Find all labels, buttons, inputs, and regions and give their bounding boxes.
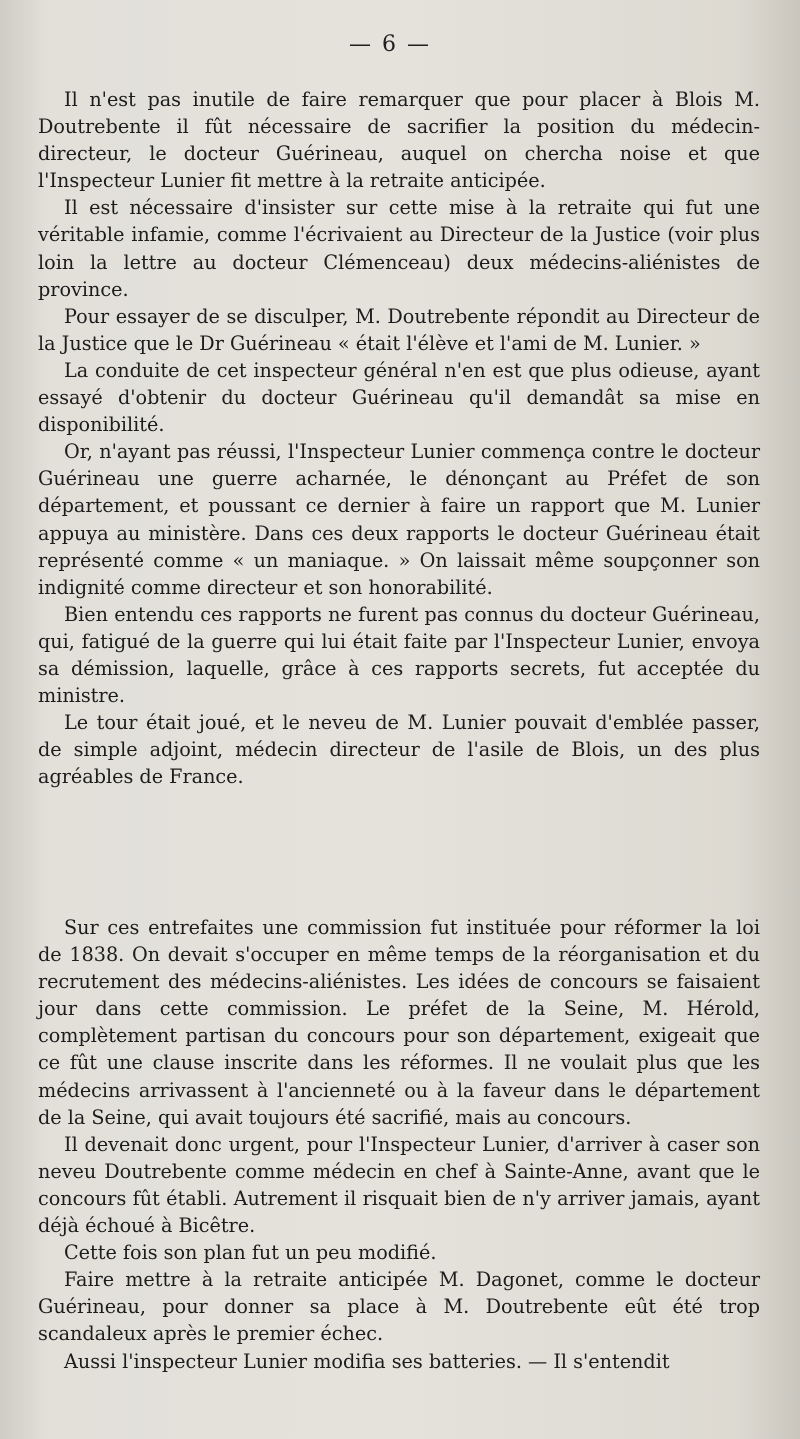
page-number: — 6 — <box>349 32 431 57</box>
paragraph: Il devenait donc urgent, pour l'Inspecteur Lunier, d'arriver à caser son neveu Doutrebente comme médecin en chef à Sainte-Anne, avant que le concours fût établi. Autrement il risquait bien de n'y arriver jamais, ayant déjà échoué à Bicêtre. <box>38 1132 760 1238</box>
paragraph: Cette fois son plan fut un peu modifié. <box>64 1241 437 1265</box>
paragraph: Sur ces entrefaites une commission fut instituée pour réformer la loi de 1838. On devait s'occuper en même temps de la réorganisation et du recrutement des médecins-aliénistes. Les idées de concours se faisaient jour dans cette commission. Le préfet de la Seine, M. Hérold, complètement partisan du concours pour son département, exigeait que ce fût une clause inscrite dans les réformes. Il ne voulait plus que les médecins arrivassent à l'ancienneté ou à la faveur dans le département de la Seine, qui avait toujours été sacrifié, mais au concours. <box>38 916 760 1129</box>
paragraph: La conduite de cet inspecteur général n'en est que plus odieuse, ayant essayé d'obtenir du docteur Guérineau qu'il demandât sa mise en disponibilité. <box>38 358 760 437</box>
text-section-2 <box>38 914 760 1375</box>
paragraph: Le tour était joué, et le neveu de M. Lunier pouvait d'emblée passer, de simple adjoint, médecin directeur de l'asile de Blois, un des plus agréables de France. <box>38 711 760 789</box>
text-section-1 <box>38 86 760 790</box>
paragraph: Il n'est pas inutile de faire remarquer que pour placer à Blois M. Doutrebente il fût nécessaire de sacrifier la position du médecin-directeur, le docteur Guérineau, auquel on chercha noise et que l'Inspecteur Lunier fit mettre à la retraite anticipée. <box>38 88 760 193</box>
paragraph: Aussi l'inspecteur Lunier modifia ses batteries. — Il s'entendit <box>64 1349 670 1373</box>
paragraph: Faire mettre à la retraite anticipée M. Dagonet, comme le docteur Guérineau, pour donner sa place à M. Doutrebente eût été trop scandaleux après le premier échec. <box>38 1268 760 1346</box>
paragraph: Bien entendu ces rapports ne furent pas connus du docteur Guérineau, qui, fatigué de la guerre qui lui était faite par l'Inspecteur Lunier, envoya sa démission, laquelle, grâce à ces rapports secrets, fut acceptée du ministre. <box>38 602 760 708</box>
paragraph: Or, n'ayant pas réussi, l'Inspecteur Lunier commença contre le docteur Guérineau une guerre acharnée, le dénonçant au Préfet de son département, et poussant ce dernier à faire un rapport que M. Lunier appuya au ministère. Dans ces deux rapports le docteur Guérineau était représenté comme « un maniaque. » On laissait même soupçonner son indignité comme directeur et son honorabilité. <box>38 440 760 599</box>
paragraph: Il est nécessaire d'insister sur cette mise à la retraite qui fut une véritable infamie, comme l'écrivaient au Directeur de la Justice (voir plus loin la lettre au docteur Clémenceau) deux médecins-aliénistes de province. <box>38 196 760 301</box>
paragraph: Pour essayer de se disculper, M. Doutrebente répondit au Directeur de la Justice que le Dr Guérineau « était l'élève et l'ami de M. Lunier. » <box>38 304 760 355</box>
